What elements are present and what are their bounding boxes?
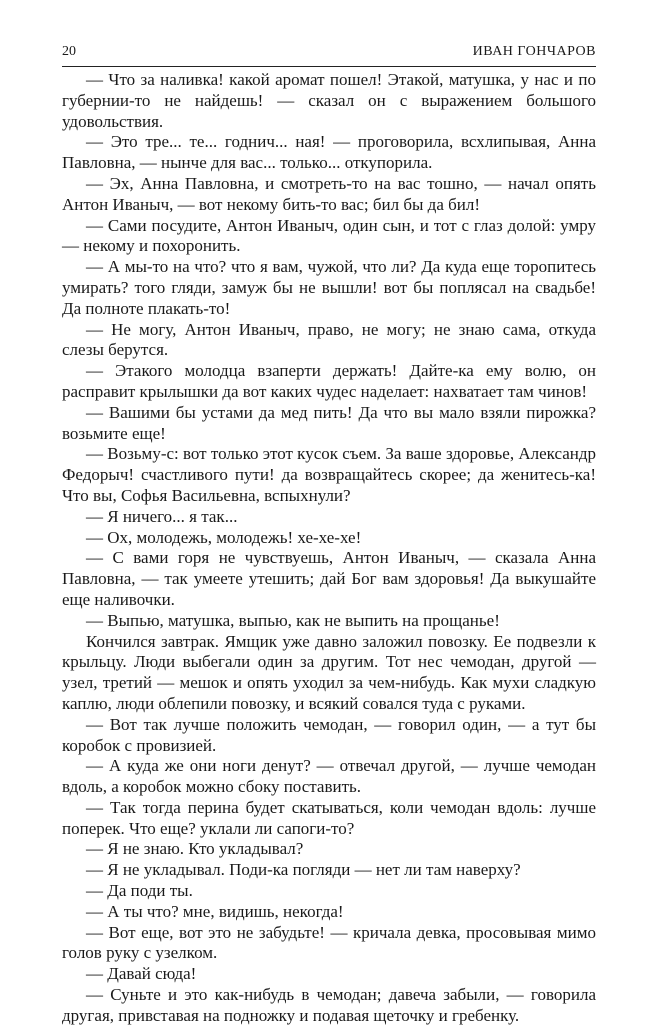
paragraph: — Вот еще, вот это не забудьте! — кричала девка, просовывая мимо голов руку с узелком. — [62, 922, 596, 963]
paragraph: — Давай сюда! — [86, 964, 197, 984]
paragraph: — Так тогда перина будет скатываться, коли чемодан вдоль: лучше поперек. Что еще? уклали ли сапоги-то? — [62, 797, 596, 838]
paragraph: Кончился завтрак. Ямщик уже давно заложил повозку. Ее подвезли к крыльцу. Люди выбегали один за другим. Тот нес чемодан, другой — узел, третий — мешок и опять уходил за чем-нибудь. Как мухи сладкую каплю, люди облепили повозку, и всякий совался туда с руками. — [62, 631, 596, 713]
paragraph: — Ох, молодежь, молодежь! хе-хе-хе! — [86, 527, 362, 547]
paragraph: — Я не знаю. Кто укладывал? — [86, 839, 304, 859]
page-text — [62, 70, 596, 1027]
paragraph: — Вашими бы устами да мед пить! Да что вы мало взяли пирожка? возьмите еще! — [62, 402, 596, 443]
paragraph: — А куда же они ноги денут? — отвечал другой, — лучше чемодан вдоль, а коробок можно сбоку поставить. — [62, 756, 596, 797]
running-header — [62, 44, 596, 67]
paragraph: — А мы-то на что? что я вам, чужой, что ли? Да куда еще торопитесь умирать? того гляди, замуж бы не вышли! вот бы поплясал на свадьбе! Да полноте плакать-то! — [62, 257, 596, 318]
paragraph: — Это тре... те... годнич... ная! — проговорила, всхлипывая, Анна Павловна, — нынче для вас... только... откупорила. — [62, 132, 596, 173]
paragraph: — Суньте и это как-нибудь в чемодан; давеча забыли, — говорила другая, привставая на подножку и подавая щеточку и гребенку. — [62, 985, 596, 1025]
paragraph: — Что за наливка! какой аромат пошел! Этакой, матушка, у нас и по губернии-то не найдешь! — сказал он с выражением большого удовольствия. — [62, 70, 596, 131]
paragraph: — Я не укладывал. Поди-ка погляди — нет ли там наверху? — [86, 860, 521, 880]
paragraph: — Да поди ты. — [86, 881, 193, 901]
paragraph: — Эх, Анна Павловна, и смотреть-то на вас тошно, — начал опять Антон Иваныч, — вот некому бить-то вас; бил бы да бил! — [62, 173, 596, 214]
paragraph: — Выпью, матушка, выпью, как не выпить на прощанье! — [86, 610, 500, 630]
paragraph: — Вот так лучше положить чемодан, — говорил один, — а тут бы коробок с провизией. — [62, 714, 596, 755]
page-number: 20 — [62, 44, 76, 59]
paragraph: — Возьму-с: вот только этот кусок съем. За ваше здоровье, Александр Федорыч! счастливого пути! да возвращайтесь скорее; да женитесь-ка! Что вы, Софья Васильевна, вспыхнули? — [62, 444, 597, 505]
paragraph: — Сами посудите, Антон Иваныч, один сын, и тот с глаз долой: умру — некому и похоронить. — [62, 215, 596, 256]
paragraph: — Я ничего... я так... — [86, 506, 238, 526]
paragraph: — Не могу, Антон Иваныч, право, не могу; не знаю сама, откуда слезы берутся. — [62, 319, 596, 360]
paragraph: — Этакого молодца взаперти держать! Дайте-ка ему волю, он расправит крылышки да вот каких чудес наделает: нахватает там чинов! — [62, 361, 596, 401]
paragraph: — С вами горя не чувствуешь, Антон Иваныч, — сказала Анна Павловна, — так умеете утешить; дай Бог вам здоровья! Да выкушайте еще наливочки. — [62, 548, 596, 609]
paragraph: — А ты что? мне, видишь, некогда! — [86, 901, 344, 921]
running-title-author: ИВАН ГОНЧАРОВ — [472, 44, 596, 59]
